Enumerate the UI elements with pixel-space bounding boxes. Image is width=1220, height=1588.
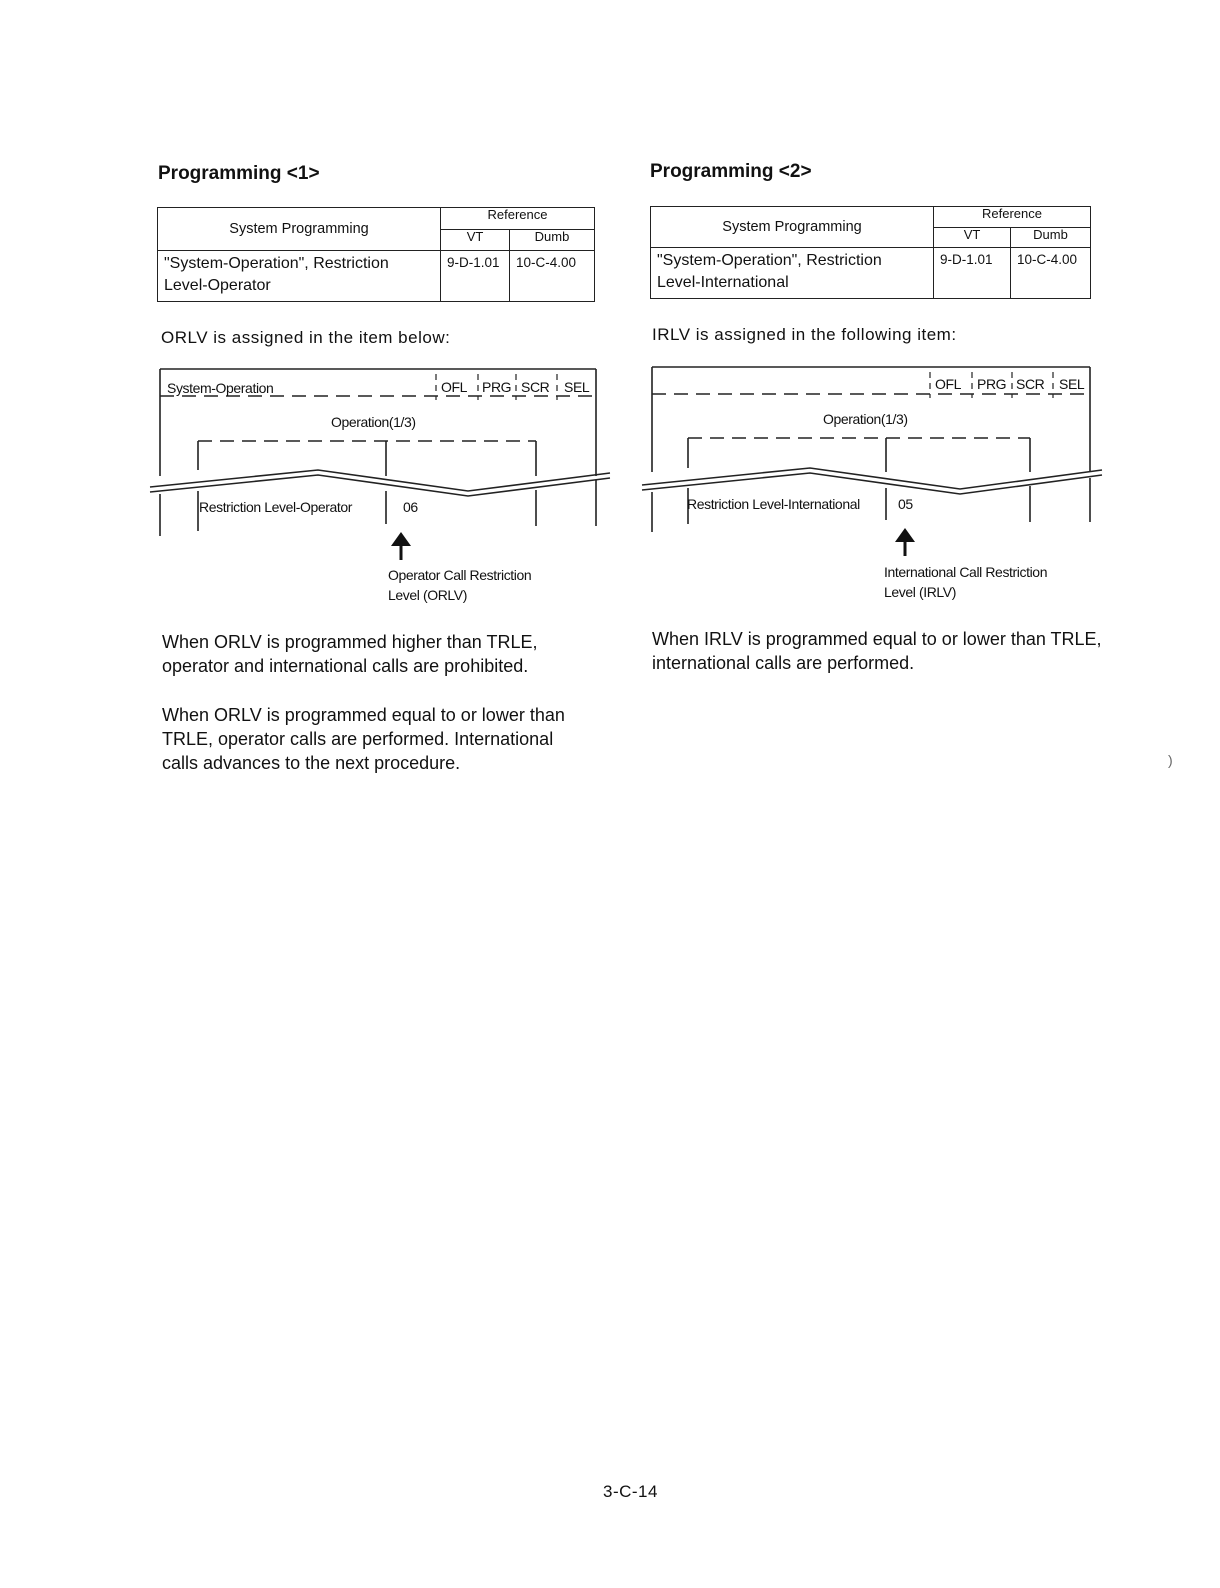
col-dumb: Dumb	[1011, 227, 1091, 248]
right-caption	[884, 562, 1047, 602]
caption-line-2: Level (ORLV)	[388, 587, 467, 603]
key-sel: SEL	[1059, 376, 1085, 392]
col-system-programming: System Programming	[158, 208, 441, 251]
screen-title: System-Operation	[167, 380, 274, 396]
key-scr: SCR	[521, 379, 550, 395]
key-scr: SCR	[1016, 376, 1045, 392]
col-vt: VT	[441, 229, 510, 251]
screen-page: Operation(1/3)	[331, 414, 416, 430]
table-vt-ref: 9-D-1.01	[934, 248, 1011, 299]
item-value: 06	[403, 499, 418, 515]
table-item: "System-Operation", Restriction Level-International	[651, 248, 934, 299]
arrow-up-icon	[391, 532, 411, 560]
table-dumb-ref: 10-C-4.00	[1011, 248, 1091, 299]
key-prg: PRG	[482, 379, 512, 395]
left-caption	[388, 565, 531, 605]
left-intro: ORLV is assigned in the item below:	[161, 328, 451, 347]
left-reference-table	[157, 207, 595, 302]
item-value: 05	[898, 496, 913, 512]
key-sel: SEL	[564, 379, 590, 395]
left-paragraph-2: When ORLV is programmed equal to or lower than TRLE, operator calls are performed. International calls advances to the next procedure.	[162, 705, 565, 773]
left-heading: Programming <1>	[158, 163, 320, 184]
key-ofl: OFL	[441, 379, 468, 395]
table-dumb-ref: 10-C-4.00	[510, 251, 595, 302]
left-screen-frame	[148, 366, 613, 616]
arrow-up-icon	[895, 528, 915, 556]
item-label: Restriction Level-International	[687, 496, 860, 512]
right-reference-table	[650, 206, 1091, 299]
col-system-programming: System Programming	[651, 207, 934, 248]
item-label: Restriction Level-Operator	[199, 499, 352, 515]
right-paragraph-1: When IRLV is programmed equal to or lower than TRLE, international calls are performed.	[652, 629, 1102, 673]
screen-page: Operation(1/3)	[823, 411, 908, 427]
col-vt: VT	[934, 227, 1011, 248]
left-screen-diagram	[148, 366, 613, 616]
margin-mark: )	[1168, 752, 1173, 768]
col-reference: Reference	[934, 207, 1091, 228]
caption-line-2: Level (IRLV)	[884, 584, 956, 600]
left-paragraph-1: When ORLV is programmed higher than TRLE, operator and international calls are prohibited.	[162, 632, 538, 676]
page-number: 3-C-14	[603, 1482, 658, 1501]
right-heading: Programming <2>	[650, 161, 812, 182]
key-ofl: OFL	[935, 376, 962, 392]
table-vt-ref: 9-D-1.01	[441, 251, 510, 302]
caption-line-1: International Call Restriction	[884, 564, 1048, 580]
col-dumb: Dumb	[510, 229, 595, 251]
col-reference: Reference	[441, 208, 595, 230]
right-intro: IRLV is assigned in the following item:	[652, 325, 957, 344]
table-item: "System-Operation", Restriction Level-Operator	[158, 251, 441, 302]
key-prg: PRG	[977, 376, 1007, 392]
caption-line-1: Operator Call Restriction	[388, 567, 532, 583]
